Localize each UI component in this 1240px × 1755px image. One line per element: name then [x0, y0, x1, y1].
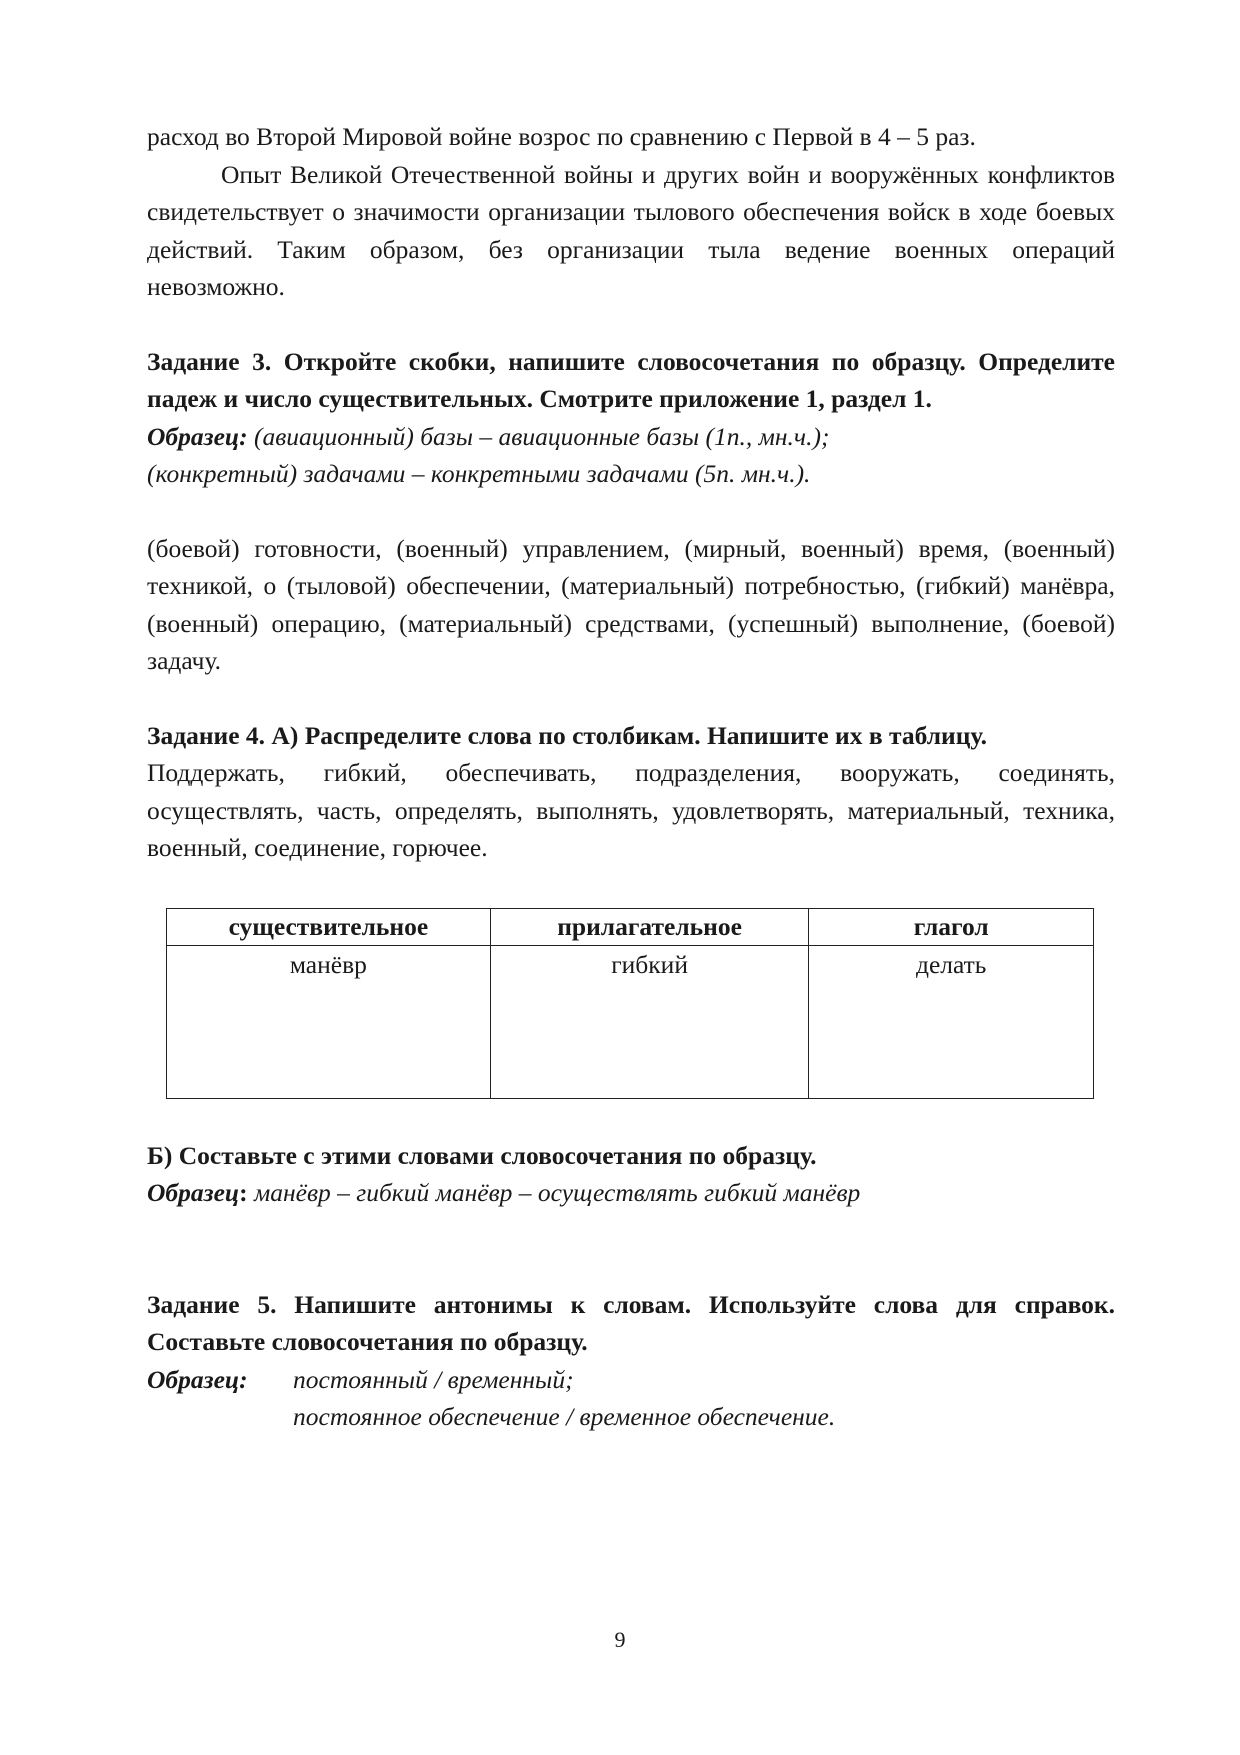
paragraph-continuation: расход во Второй Мировой войне возрос по сравнению с Первой в 4 – 5 раз. — [147, 122, 976, 151]
table-row — [167, 945, 1094, 1098]
task-3-exercise: (боевой) готовности, (военный) управлением, (мирный, военный) время, (военный) техникой, о (тыловой) обеспечении, (материальный) потребностью, (гибкий) манёвра, (военный) операцию, (материальный) средствами, (успешный) выполнение, (боевой) задачу. — [147, 533, 1115, 675]
page-content — [147, 118, 1115, 1436]
cell-adjective: гибкий — [490, 945, 809, 1098]
sample-line-1: (авиационный) базы – авиационные базы (1п., мн.ч.); — [253, 421, 830, 451]
task-4-part-b-heading: Б) Составьте с этими словами словосочетания по образцу. — [147, 1140, 817, 1170]
sample-line-2: постоянное обеспечение / временное обеспечение. — [293, 1402, 836, 1431]
task-5-sample — [147, 1361, 1115, 1436]
table-header-row — [167, 908, 1094, 945]
sample-label: Образец: — [147, 1364, 248, 1394]
cell-verb: делать — [809, 945, 1094, 1098]
task-4-sample — [147, 1174, 1115, 1212]
sample-text: манёвр – гибкий манёвр – осуществлять гибкий манёвр — [253, 1178, 861, 1207]
sample-colon: : — [239, 1178, 248, 1207]
cell-noun: манёвр — [167, 945, 491, 1098]
sample-line-1: постоянный / временный; — [293, 1364, 574, 1394]
page-number: 9 — [614, 1627, 626, 1652]
paragraph-experience: Опыт Великой Отечественной войны и других войн и вооружённых конфликтов свидетельствует о значимости организации тылового обеспечения войск в ходе боевых действий. Таким образом, без организации тыла ведение военных операций невозможно. — [147, 159, 1115, 301]
sample-label: Образец: — [147, 421, 248, 451]
sample-label: Образец — [147, 1178, 240, 1207]
header-verb: глагол — [809, 908, 1094, 945]
task-3-sample — [147, 418, 1115, 493]
task-3-heading: Задание 3. Откройте скобки, напишите словосочетания по образцу. Определите падеж и число существительных. Смотрите приложение 1, раздел 1. — [147, 346, 1115, 413]
header-noun: существительное — [167, 908, 491, 945]
task-4-words: Поддержать, гибкий, обеспечивать, подразделения, вооружать, соединять, осуществлять, часть, определять, выполнять, удовлетворять, материальный, техника, военный, соединение, горючее. — [147, 758, 1115, 862]
task-4-heading: Задание 4. А) Распределите слова по столбикам. Напишите их в таблицу. — [147, 720, 987, 750]
header-adjective: прилагательное — [490, 908, 809, 945]
parts-of-speech-table — [166, 908, 1094, 1099]
task-5-heading: Задание 5. Напишите антонимы к словам. Используйте слова для справок. Составьте словосочетания по образцу. — [147, 1289, 1115, 1356]
sample-line-2: (конкретный) задачами – конкретными задачами (5п. мн.ч.). — [147, 459, 811, 488]
